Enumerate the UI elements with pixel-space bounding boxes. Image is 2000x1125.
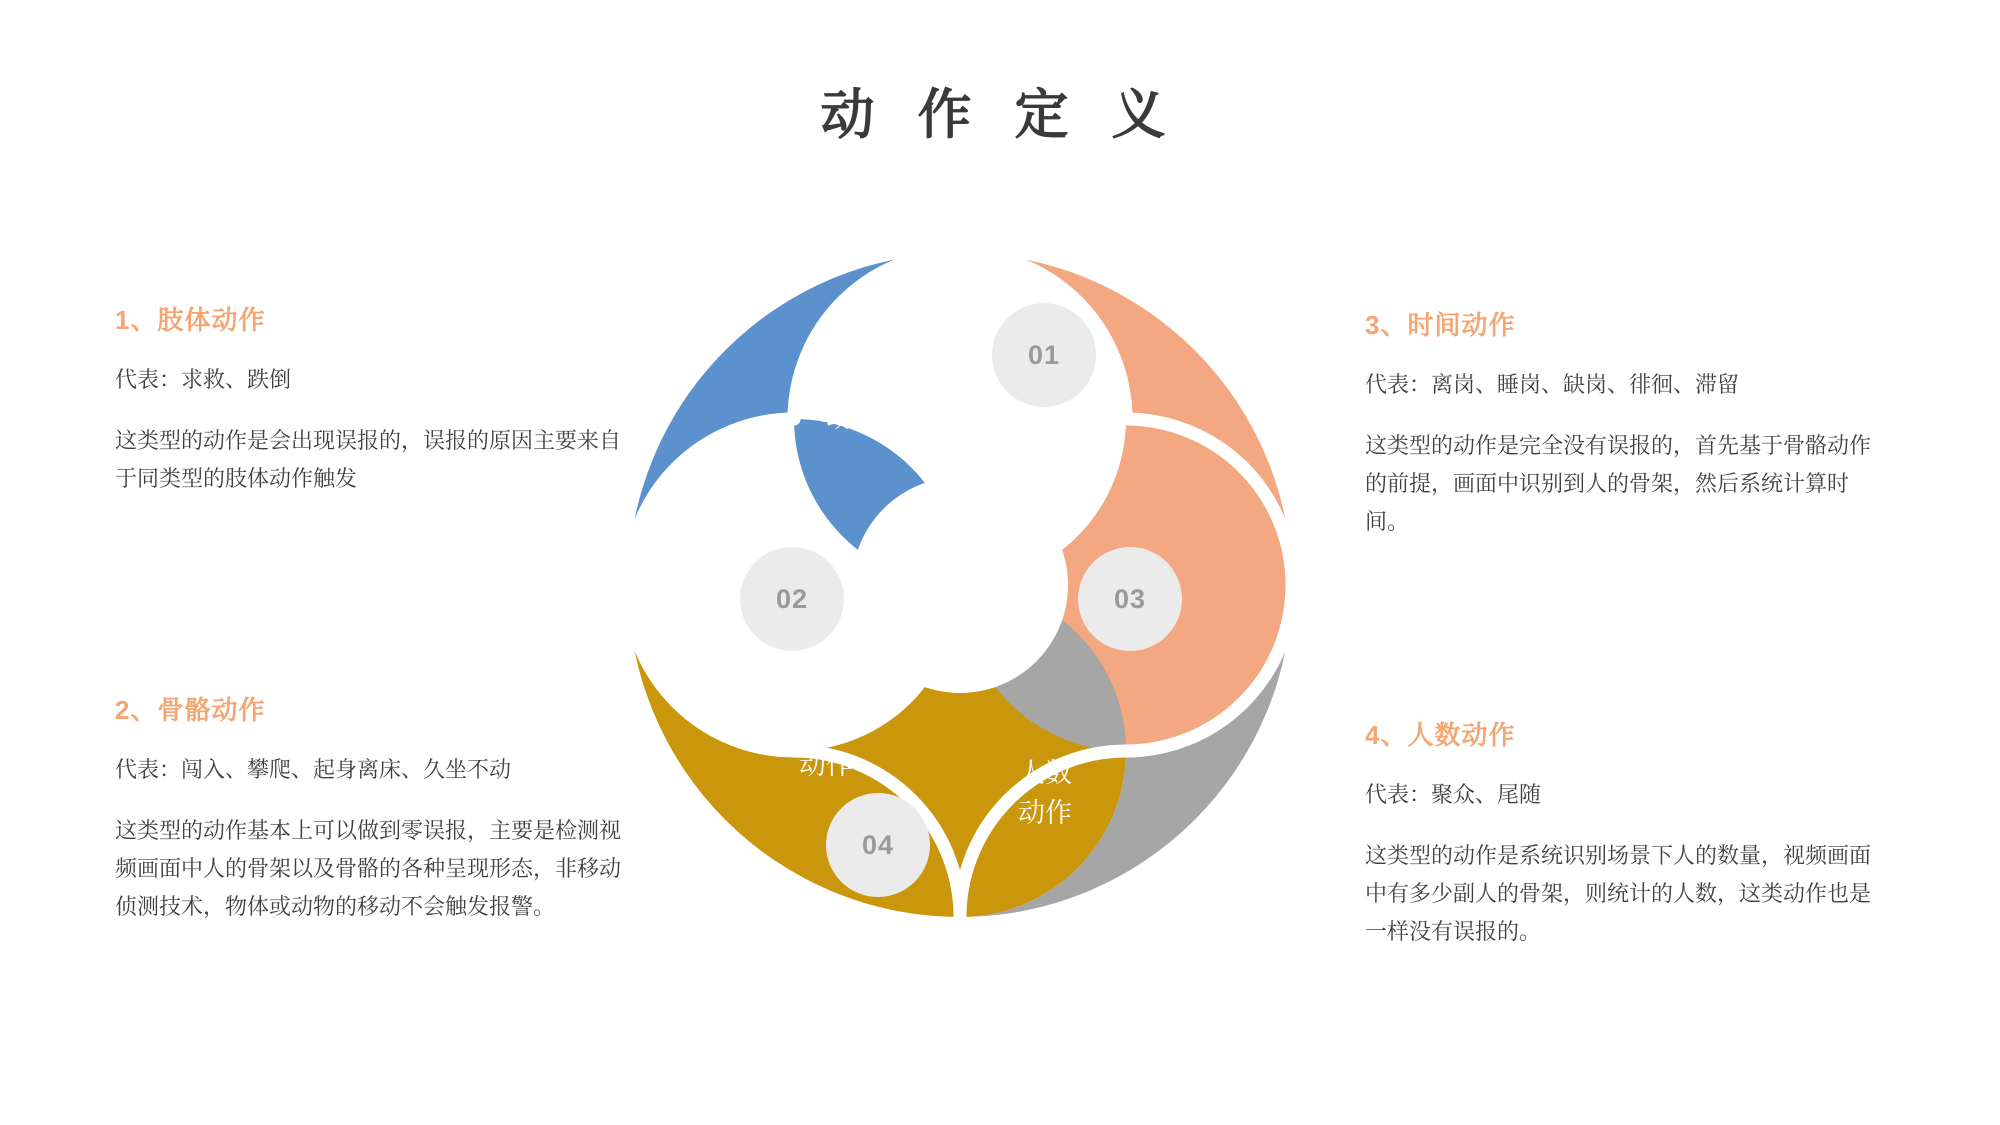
- segment-02-number: 02: [775, 584, 809, 615]
- segment-01-label-line2: 动作: [826, 403, 880, 434]
- segment-03-label-line1: 时间: [1043, 413, 1097, 444]
- diagram-center-hole: [852, 477, 1068, 693]
- segment-02-label-line2: 动作: [799, 750, 853, 781]
- block-description: 这类型的动作是完全没有误报的，首先基于骨骼动作的前提，画面中识别到人的骨架，然后系统计算时间。: [1365, 433, 1872, 534]
- block-representative: 代表：离岗、睡岗、缺岗、徘徊、滞留: [1365, 372, 1740, 397]
- block-heading: 1、肢体动作: [115, 305, 266, 335]
- segment-04-label-line1: 人数: [1018, 758, 1072, 789]
- block-description: 这类型的动作基本上可以做到零误报，主要是检测视频画面中人的骨架以及骨骼的各种呈现形态，非移动侦测技术，物体或动物的移动不会触发报警。: [115, 818, 622, 919]
- segment-03-number: 03: [1113, 584, 1147, 615]
- text-block-skeleton-action: [115, 690, 635, 925]
- text-block-time-action: [1365, 305, 1885, 540]
- block-representative: 代表：聚众、尾随: [1365, 782, 1542, 807]
- block-representative: 代表：求救、跌倒: [115, 367, 292, 392]
- segment-04-number: 04: [861, 830, 895, 861]
- text-block-limb-action: [115, 300, 635, 498]
- text-block-people-count-action: [1365, 715, 1885, 950]
- block-description: 这类型的动作是会出现误报的，误报的原因主要来自于同类型的肢体动作触发: [115, 428, 622, 491]
- segment-02-label-line1: 骨骼: [799, 710, 853, 741]
- page-title: 动 作 定 义: [820, 85, 1180, 145]
- block-heading: 2、骨骼动作: [115, 695, 266, 725]
- block-description: 这类型的动作是系统识别场景下人的数量，视频画面中有多少副人的骨架，则统计的人数，这类动作也是一样没有误报的。: [1365, 843, 1872, 944]
- segment-03-label-line2: 动作: [1043, 453, 1097, 484]
- block-representative: 代表：闯入、攀爬、起身离床、久坐不动: [115, 757, 512, 782]
- block-heading: 4、人数动作: [1365, 720, 1516, 750]
- block-heading: 3、时间动作: [1365, 310, 1516, 340]
- segment-01-label-line1: 肢体: [826, 363, 880, 394]
- segment-04-label-line2: 动作: [1018, 798, 1072, 829]
- pinwheel-diagram: [610, 235, 1310, 935]
- segment-01-number: 01: [1027, 340, 1061, 371]
